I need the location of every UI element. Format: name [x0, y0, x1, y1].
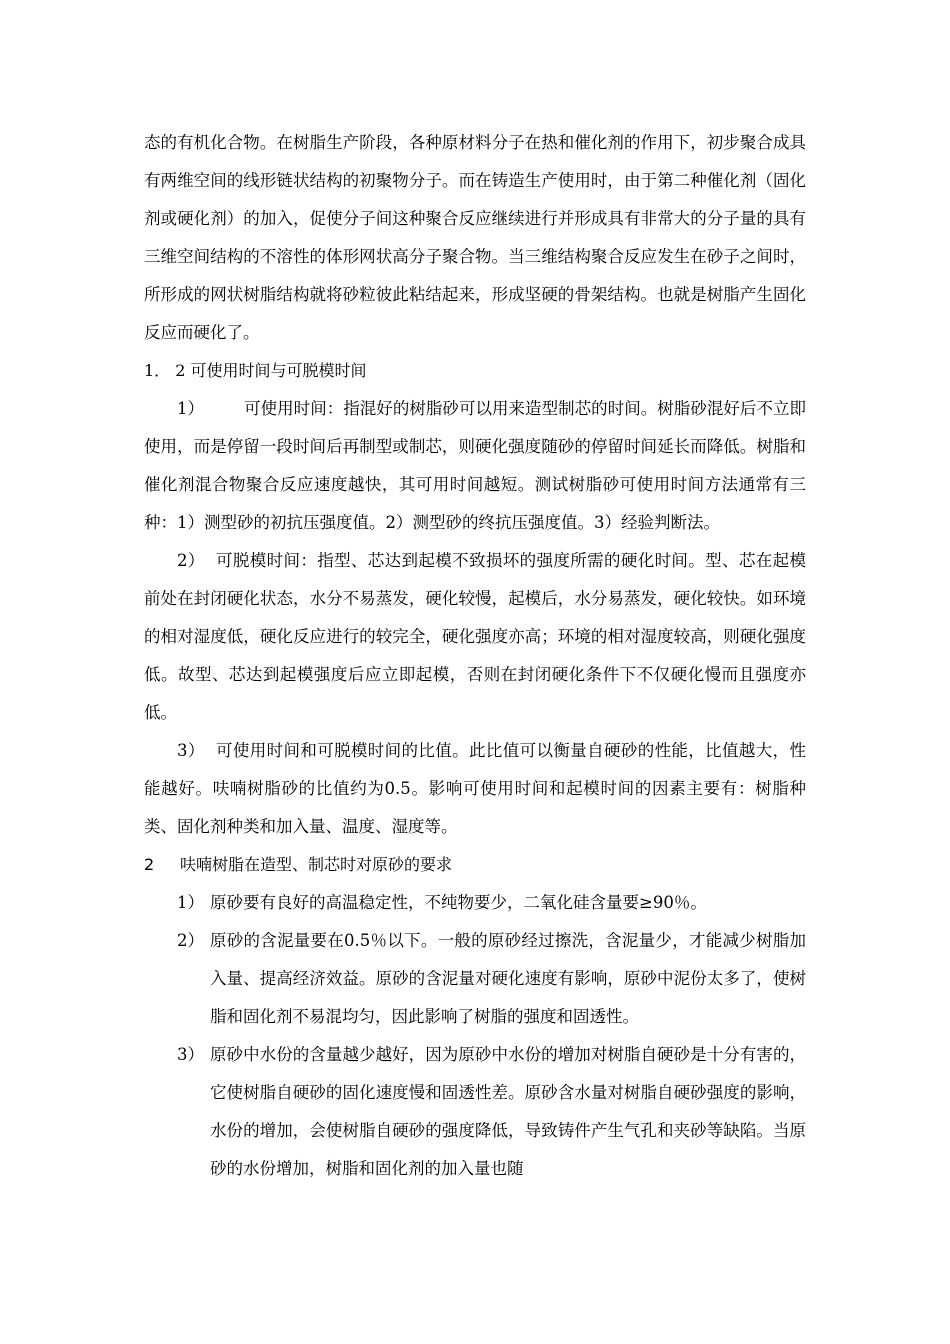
item-marker: 3） [177, 741, 205, 760]
section-1-2-item-1 [144, 390, 806, 542]
section-2-heading [144, 846, 806, 884]
item-marker: 1） [177, 893, 204, 912]
item-text: 可使用时间和可脱模时间的比值。此比值可以衡量自硬砂的性能，比值越大，性能越好。呋喃树脂砂的比值约为0.5。影响可使用时间和起模时间的因素主要有：树脂种类、固化剂种类和加入量、温度、湿度等。 [144, 741, 807, 836]
document-body [144, 124, 806, 1188]
item-marker: 1） [177, 399, 205, 418]
section-2-item-2 [177, 922, 806, 1036]
section-1-2-item-3 [144, 732, 806, 846]
item-text: 可脱模时间：指型、芯达到起模不致损坏的强度所需的硬化时间。型、芯在起模前处在封闭硬化状态，水分不易蒸发，硬化较慢，起模后，水分易蒸发，硬化较快。如环境的相对湿度低，硬化反应进行的较完全，硬化强度亦高；环境的相对湿度较高，则硬化强度低。故型、芯达到起模强度后应立即起模，否则在封闭硬化条件下不仅硬化慢而且强度亦低。 [144, 551, 807, 722]
section-2-item-3 [177, 1036, 806, 1188]
section-title: 呋喃树脂在造型、制芯时对原砂的要求 [180, 855, 453, 874]
item-marker: 2） [177, 551, 205, 570]
item-text: 原砂中水份的含量越少越好，因为原砂中水份的增加对树脂自硬砂是十分有害的，它使树脂自硬砂的固化速度慢和固透性差。原砂含水量对树脂自硬砂强度的影响，水份的增加，会使树脂自硬砂的强度降低，导致铸件产生气孔和夹砂等缺陷。当原砂的水份增加，树脂和固化剂的加入量也随 [210, 1045, 806, 1178]
section-1-2-item-2 [144, 542, 806, 732]
item-text: 原砂要有良好的高温稳定性，不纯物要少，二氧化硅含量要≥90％。 [210, 893, 707, 912]
section-2-item-1 [177, 884, 806, 922]
section-1-2-heading: 1． 2 可使用时间与可脱模时间 [144, 361, 367, 380]
item-marker: 3） [177, 1045, 204, 1064]
item-marker: 2） [177, 931, 204, 950]
section-number: 2 [144, 855, 155, 874]
item-text: 可使用时间：指混好的树脂砂可以用来造型制芯的时间。树脂砂混好后不立即使用，而是停留一段时间后再制型或制芯，则硬化强度随砂的停留时间延长而降低。树脂和催化剂混合物聚合反应速度越快，其可用时间越短。测试树脂砂可使用时间方法通常有三种：1）测型砂的初抗压强度值。2）测型砂的终抗压强度值。3）经验判断法。 [144, 399, 807, 532]
item-text: 原砂的含泥量要在0.5％以下。一般的原砂经过擦洗，含泥量少，才能减少树脂加入量、提高经济效益。原砂的含泥量对硬化速度有影响，原砂中泥份太多了，使树脂和固化剂不易混均匀，因此影响了树脂的强度和固透性。 [210, 931, 806, 1026]
intro-paragraph: 态的有机化合物。在树脂生产阶段，各种原材料分子在热和催化剂的作用下，初步聚合成具有两维空间的线形链状结构的初聚物分子。而在铸造生产使用时，由于第二种催化剂（固化剂或硬化剂）的加入，促使分子间这种聚合反应继续进行并形成具有非常大的分子量的具有三维空间结构的不溶性的体形网状高分子聚合物。当三维结构聚合反应发生在砂子之间时，所形成的网状树脂结构就将砂粒彼此粘结起来，形成坚硬的骨架结构。也就是树脂产生固化反应而硬化了。 [144, 133, 806, 342]
